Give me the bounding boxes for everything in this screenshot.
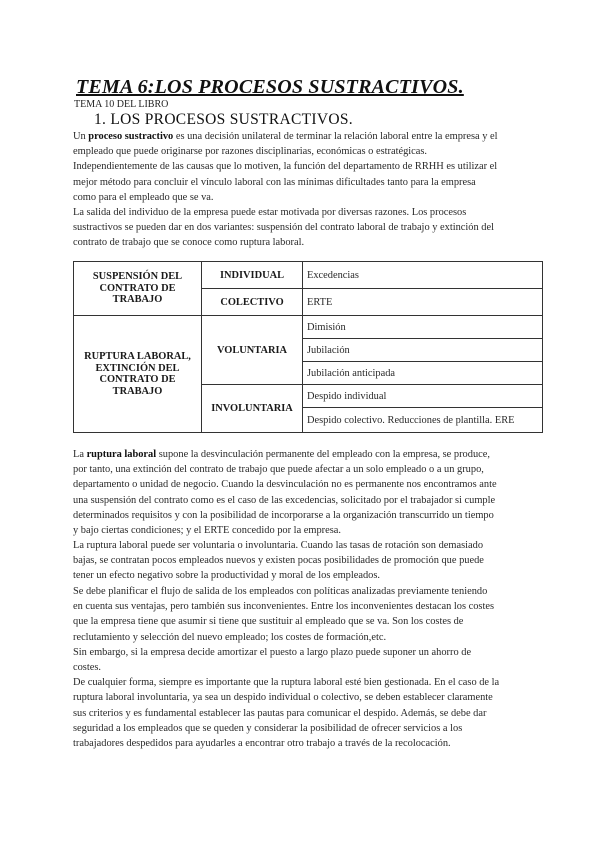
ruptura-term-bold: ruptura laboral bbox=[86, 449, 157, 460]
colectivo-value: ERTE bbox=[303, 289, 543, 316]
individual-label: INDIVIDUAL bbox=[202, 262, 303, 289]
intro-line: como para el empleado que se va. bbox=[73, 191, 214, 203]
intro-term-bold: proceso sustractivo bbox=[88, 131, 174, 142]
suspension-label: SUSPENSIÓN DEL CONTRATO DE TRABAJO bbox=[74, 262, 202, 316]
individual-value: Excedencias bbox=[303, 262, 543, 289]
ruptura-line: y bajo ciertas condiciones; y el ERTE concedido por la empresa. bbox=[73, 525, 341, 537]
ruptura-line: determinados requisitos y con la posibilidad de incorporarse a la organización transcurrido un tiempo bbox=[73, 509, 494, 521]
intro-line: mejor método para concluir el vínculo laboral con las mínimas dificultades tanto para la empresa bbox=[73, 176, 476, 188]
intro-line: empleado que puede originarse por razones disciplinarias, económicas o estratégicas. bbox=[73, 146, 428, 158]
ruptura-paragraph bbox=[73, 447, 543, 538]
ruptura-label: RUPTURA LABORAL, EXTINCIÓN DEL CONTRATO DE TRABAJO bbox=[74, 316, 202, 433]
planning-line: sus criterios y es fundamental establecer las pautas para comunicar el despido. Además, se debe dar bbox=[73, 707, 487, 719]
ruptura-line: supone la desvinculación permanente del empleado con la empresa, se produce, bbox=[156, 449, 490, 460]
intro-line: Independientemente de las causas que lo motiven, la función del departamento de RRHH es utilizar el bbox=[73, 161, 498, 173]
planning-line: De cualquier forma, siempre es importante que la ruptura laboral esté bien gestionada. En el caso de la bbox=[73, 677, 500, 689]
voluntaria-paragraph bbox=[73, 538, 543, 584]
planning-line: en cuenta sus ventajas, pero también sus inconvenientes. Entre los inconvenientes destacan los costes bbox=[73, 601, 494, 613]
planning-line: Se debe planificar el flujo de salida de los empleados con políticas analizadas previamente teniendo bbox=[73, 586, 488, 597]
voluntaria-line: La ruptura laboral puede ser voluntaria o involuntaria. Cuando las tasas de rotación son demasiado bbox=[73, 540, 484, 551]
intro-line: Un bbox=[73, 131, 89, 142]
intro-line: La salida del individuo de la empresa puede estar motivada por diversas razones. Los procesos bbox=[73, 207, 467, 219]
intro-line: es una decisión unilateral de terminar la relación laboral entre la empresa y el bbox=[173, 131, 498, 142]
involuntaria-label: INVOLUNTARIA bbox=[202, 385, 303, 433]
planning-line: trabajadores despedidos para ayudarles a encontrar otro trabajo a través de la recolocación. bbox=[73, 738, 451, 750]
voluntaria-item: Dimisión bbox=[303, 316, 543, 339]
involuntaria-item: Despido colectivo. Reducciones de plantilla. ERE bbox=[303, 408, 543, 433]
planning-line: que la empresa tiene que asumir si tiene que sustituir al empleado que se va. Son los costes de bbox=[73, 616, 464, 628]
ruptura-line: La bbox=[73, 449, 87, 460]
document-subtitle: TEMA 10 DEL LIBRO bbox=[74, 99, 169, 110]
planning-line: costes. bbox=[73, 662, 101, 674]
planning-line: reclutamiento y selección del nuevo empleado; los costes de formación,etc. bbox=[73, 631, 387, 643]
voluntaria-line: bajas, se contratan pocos empleados nuevos y existen pocas posibilidades de promoción que puede bbox=[73, 555, 484, 567]
ruptura-line: departamento o unidad de negocio. Cuando la desvinculación no es permanente nos encontramos ante bbox=[73, 479, 497, 491]
intro-line: contrato de trabajo que se conoce como ruptura laboral. bbox=[73, 237, 305, 249]
colectivo-label: COLECTIVO bbox=[202, 289, 303, 316]
section-heading: 1. LOS PROCESOS SUSTRACTIVOS. bbox=[94, 111, 353, 128]
planning-line: Sin embargo, si la empresa decide amortizar el puesto a largo plazo puede suponer un ahorro de bbox=[73, 646, 472, 658]
voluntaria-label: VOLUNTARIA bbox=[202, 316, 303, 385]
planning-line: ruptura laboral involuntaria, ya sea un despido individual o colectivo, se deben establecer claramente bbox=[73, 692, 493, 704]
planning-paragraph bbox=[73, 584, 543, 751]
voluntaria-line: tener un efecto negativo sobre la productividad y moral de los empleados. bbox=[73, 570, 381, 582]
planning-line: seguridad a los empleados que se queden y considerar la posibilidad de ofrecer servicios a los bbox=[73, 722, 463, 734]
document-title: TEMA 6:LOS PROCESOS SUSTRACTIVOS. bbox=[76, 76, 464, 98]
voluntaria-item: Jubilación bbox=[303, 339, 543, 362]
intro-paragraph bbox=[73, 129, 543, 251]
ruptura-line: una suspensión del contrato como es el caso de las excedencias, solicitado por el trabajador si cumple bbox=[73, 494, 496, 506]
process-table bbox=[73, 261, 543, 433]
voluntaria-item: Jubilación anticipada bbox=[303, 362, 543, 385]
ruptura-line: por tanto, una extinción del contrato de trabajo que puede afectar a un solo empleado o a un grupo, bbox=[73, 464, 484, 476]
involuntaria-item: Despido individual bbox=[303, 385, 543, 408]
intro-line: sustractivos se pueden dar en dos variantes: suspensión del contrato laboral de trabajo y extinción del bbox=[73, 222, 494, 234]
